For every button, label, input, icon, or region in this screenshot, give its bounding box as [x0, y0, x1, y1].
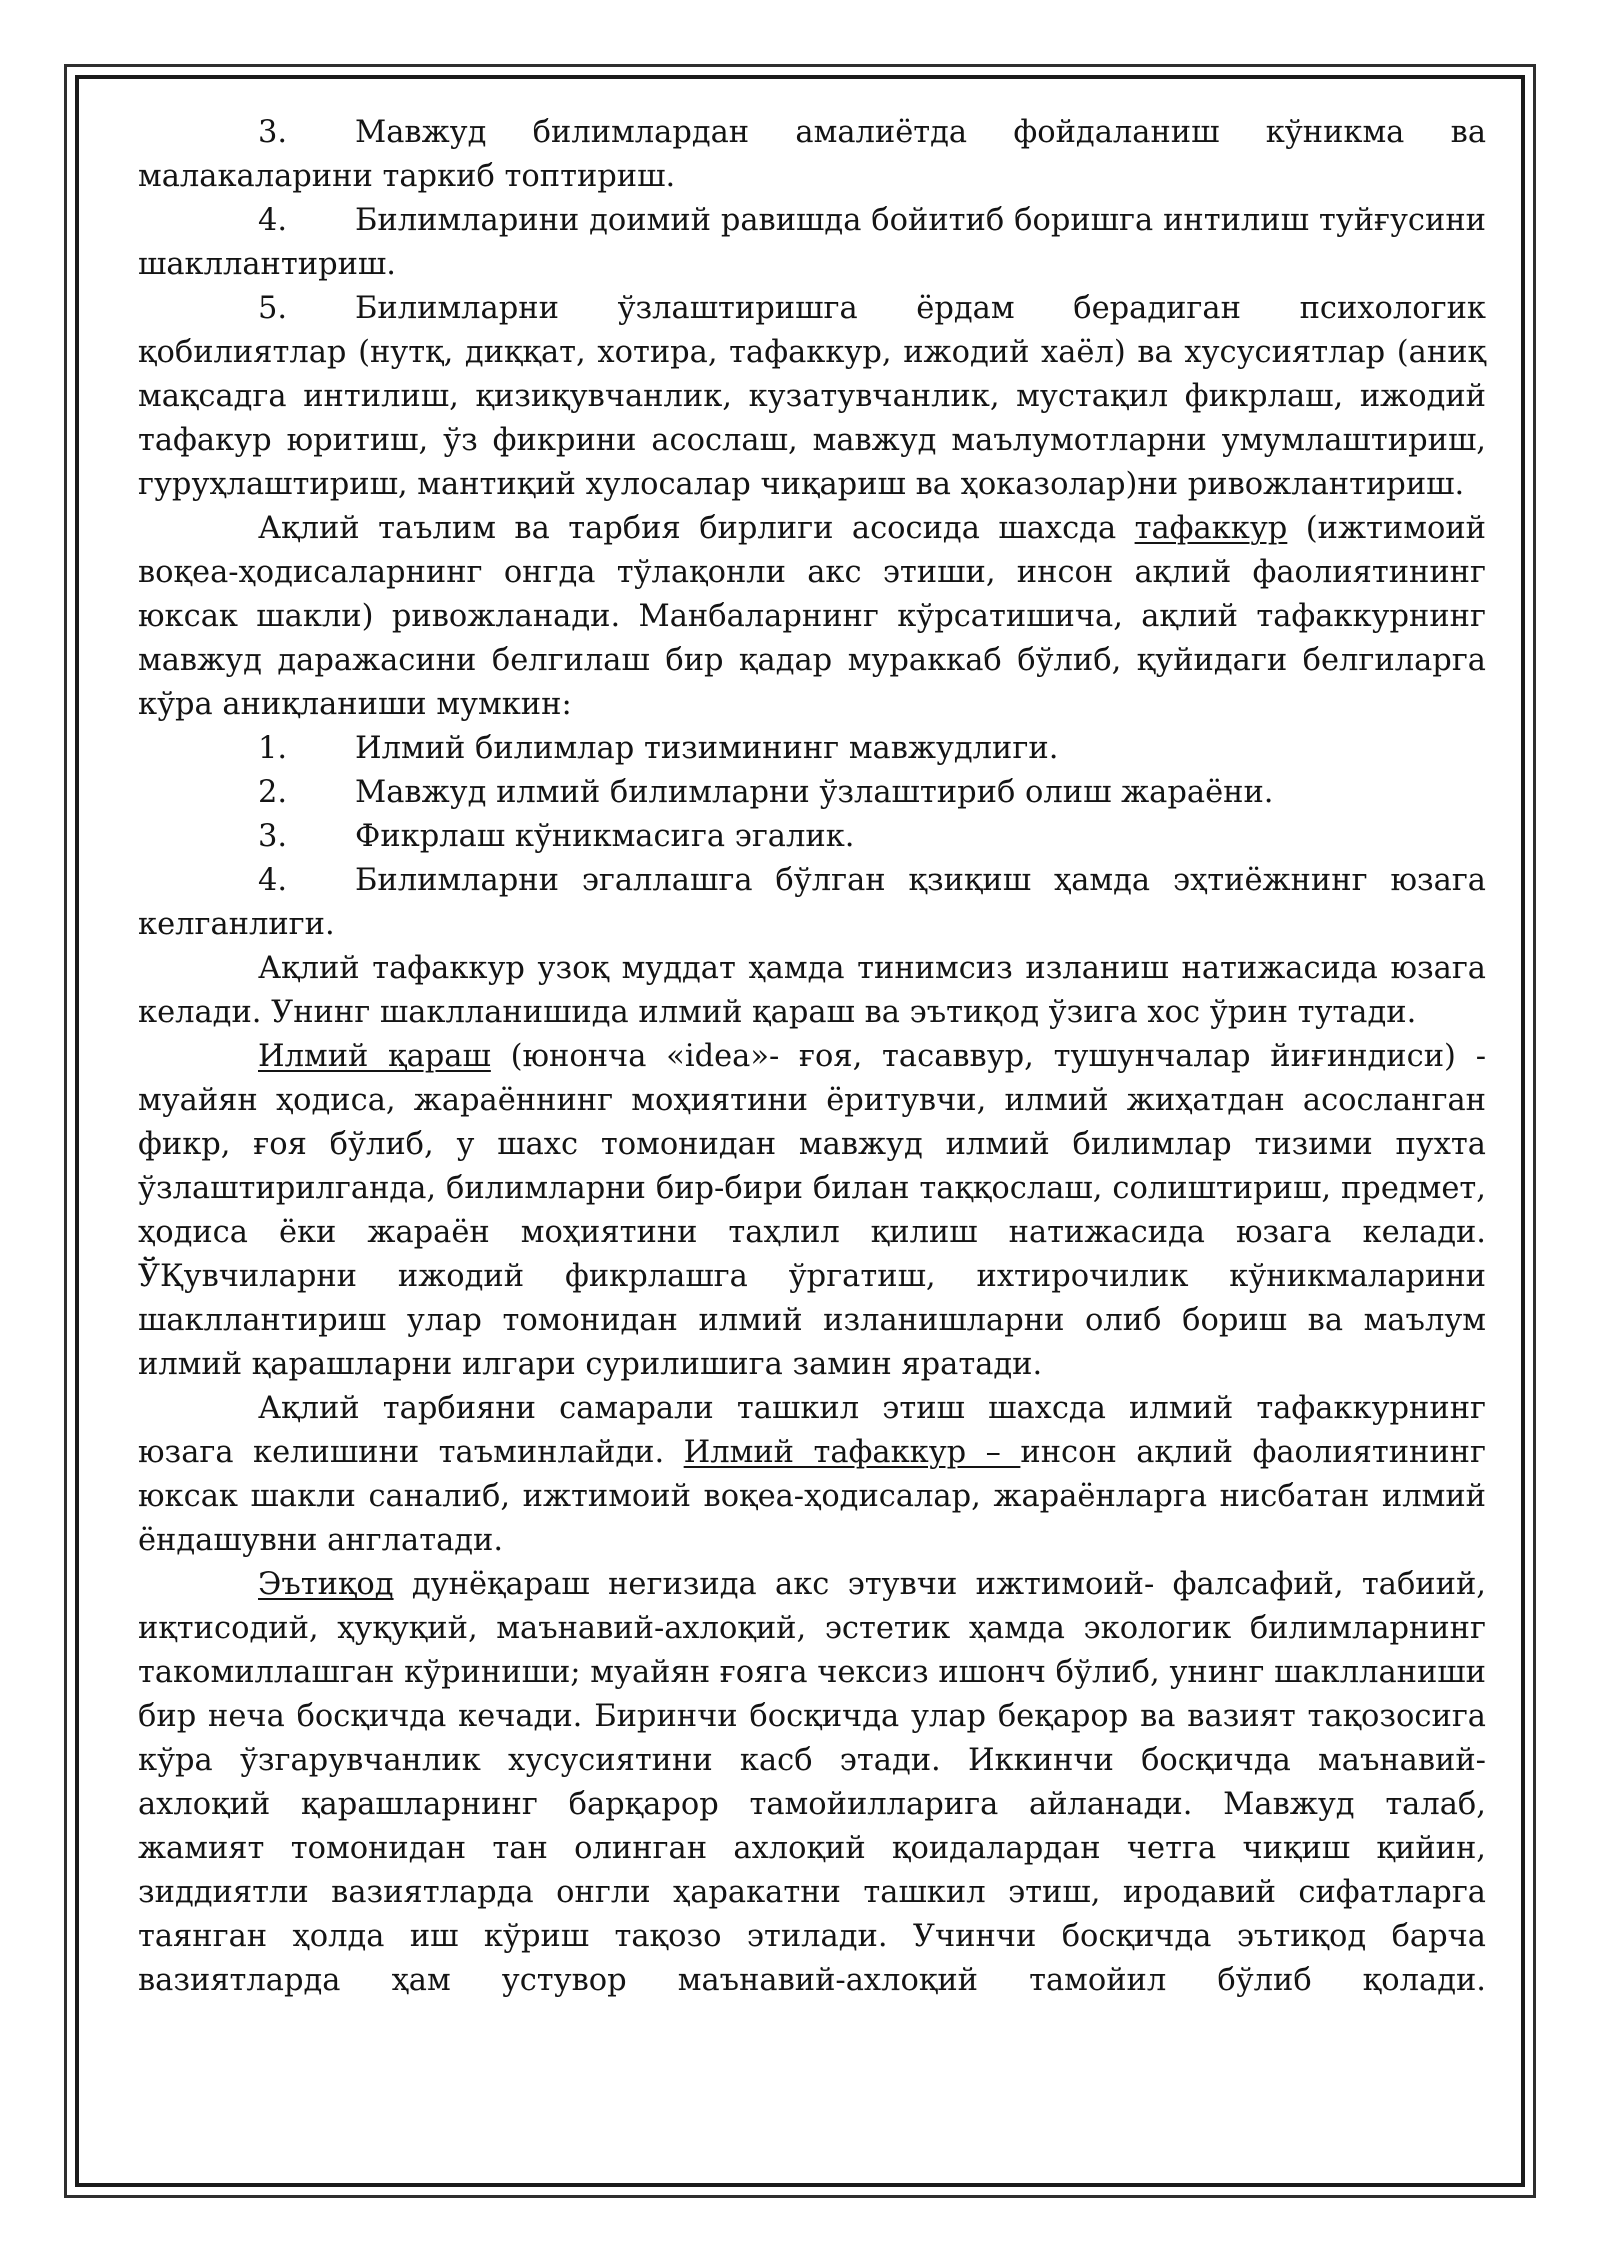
list-item-text: Билимларни ўзлаштиришга ёрдам берадиган психологик қобилиятлар (нутқ, диққат, хотира, тафаккур, ижодий хаёл) ва хусусиятлар (аниқ мақсадга интилиш, қизиқувчанлик, кузатувчанлик, мустақил фикрлаш, ижодий тафакур юритиш, ўз фикрини асослаш, мавжуд маълумотларни умумлаштириш, гуруҳлаштириш, мантиқий хулосалар чиқариш ва ҳоказолар)ни ривожлантириш. — [138, 291, 1486, 502]
paragraph-scientific-thinking — [138, 1387, 1486, 1563]
paragraph-intellect-education — [138, 507, 1486, 727]
paragraph-text: дунёқараш негизида акс этувчи ижтимоий- фалсафий, табиий, иқтисодий, ҳуқуқий, маънавий-ахлоқий, эстетик ҳамда экологик билимларнинг такомиллашган кўриниши; муайян ғояга чексиз ишонч бўлиб, унинг шаклланиши бир неча босқичда кечади. Биринчи босқичда улар беқарор ва вазият тақозосига кўра ўзгарувчанлик хусусиятини касб этади. Иккинчи босқичда маънавий-ахлоқий қарашларнинг барқарор тамойилларига айланади. Мавжуд талаб, жамият томонидан тан олинган ахлоқий қоидалардан четга чиқиш қийин, зиддиятли вазиятларда онгли ҳаракатни ташкил этиш, иродавий сифатларга таянган ҳолда иш кўриш тақозо этилади. Учинчи босқичда эътиқод барча вазиятларда ҳам устувор маънавий-ахлоқий тамойил бўлиб қолади. — [138, 1567, 1486, 1998]
list-item-number: 4. — [258, 863, 288, 898]
list-item — [138, 287, 1486, 507]
term-etiqod: Эътиқод — [258, 1567, 394, 1602]
paragraph-thinking-formation: Ақлий тафаккур узоқ муддат ҳамда тинимсиз изланиш натижасида юзага келади. Унинг шаклланишида илмий қараш ва эътиқод ўзига хос ўрин тутади. — [138, 951, 1486, 1030]
list-item-text: Фикрлаш кўникмасига эгалик. — [355, 819, 855, 854]
paragraph-belief — [138, 1563, 1486, 2003]
list-item-number: 5. — [258, 291, 288, 326]
paragraph-text: (юнонча «idea»- ғоя, тасаввур, тушунчалар йиғиндиси) - муайян ҳодиса, жараённинг моҳиятини ёритувчи, илмий жиҳатдан асосланган фикр, ғоя бўлиб, у шахс томонидан мавжуд илмий билимлар тизими пухта ўзлаштирилганда, билимларни бир-бири билан таққослаш, солиштириш, предмет, ҳодиса ёки жараён моҳиятини таҳлил қилиш натижасида юзага келади. ЎҚувчиларни ижодий фикрлашга ўргатиш, ихтирочилик кўникмаларини шакллантириш улар томонидан илмий изланишларни олиб бориш ва маълум илмий қарашларни илгари сурилишига замин яратади. — [138, 1039, 1486, 1382]
list-item-text: Билимларни эгаллашга бўлган қзиқиш ҳамда эҳтиёжнинг юзага келганлиги. — [138, 863, 1486, 942]
paragraph-scientific-view — [138, 1035, 1486, 1387]
list-item — [138, 727, 1486, 771]
list-item-number: 3. — [258, 115, 288, 150]
list-item-text: Илмий билимлар тизимининг мавжудлиги. — [355, 731, 1059, 766]
list-item-text: Мавжуд билимлардан амалиётда фойдаланиш кўникма ва малакаларини таркиб топтириш. — [138, 115, 1486, 194]
term-ilmiy-qarash: Илмий қараш — [258, 1039, 491, 1074]
list-item-text: Билимларини доимий равишда бойитиб боришга интилиш туйғусини шакллантириш. — [138, 203, 1486, 282]
list-item-number: 2. — [258, 775, 288, 810]
paragraph-text: Ақлий тарбияни самарали ташкил этиш шахсда илмий тафаккурнинг юзага келишини таъминлайди. — [138, 1391, 1486, 1470]
list-item-number: 3. — [258, 819, 288, 854]
list-item-text: Мавжуд илмий билимларни ўзлаштириб олиш жараёни. — [355, 775, 1274, 810]
list-item-number: 4. — [258, 203, 288, 238]
list-item — [138, 859, 1486, 947]
term-tafakkur: тафаккур — [1134, 511, 1288, 546]
paragraph-text: (ижтимоий воқеа-ҳодисаларнинг онгда тўлақонли акс этиши, инсон ақлий фаолиятининг юксак шакли) ривожланади. Манбаларнинг кўрсатишича, ақлий тафаккурнинг мавжуд даражасини белгилаш бир қадар мураккаб бўлиб, қуйидаги белгиларга кўра аниқланиши мумкин: — [138, 511, 1486, 722]
paragraph-text: Ақлий таълим ва тарбия бирлиги асосида шахсда — [258, 511, 1135, 546]
paragraph-text: инсон ақлий фаолиятининг юксак шакли саналиб, ижтимоий воқеа-ҳодисалар, жараёнларга нисбатан илмий ёндашувни англатади. — [138, 1435, 1486, 1558]
list-item — [138, 111, 1486, 199]
document-body — [138, 111, 1486, 2003]
list-item — [138, 199, 1486, 287]
term-ilmiy-tafakkur: Илмий тафаккур – — [683, 1435, 1021, 1470]
list-item — [138, 771, 1486, 815]
list-item — [138, 815, 1486, 859]
list-item-number: 1. — [258, 731, 288, 766]
